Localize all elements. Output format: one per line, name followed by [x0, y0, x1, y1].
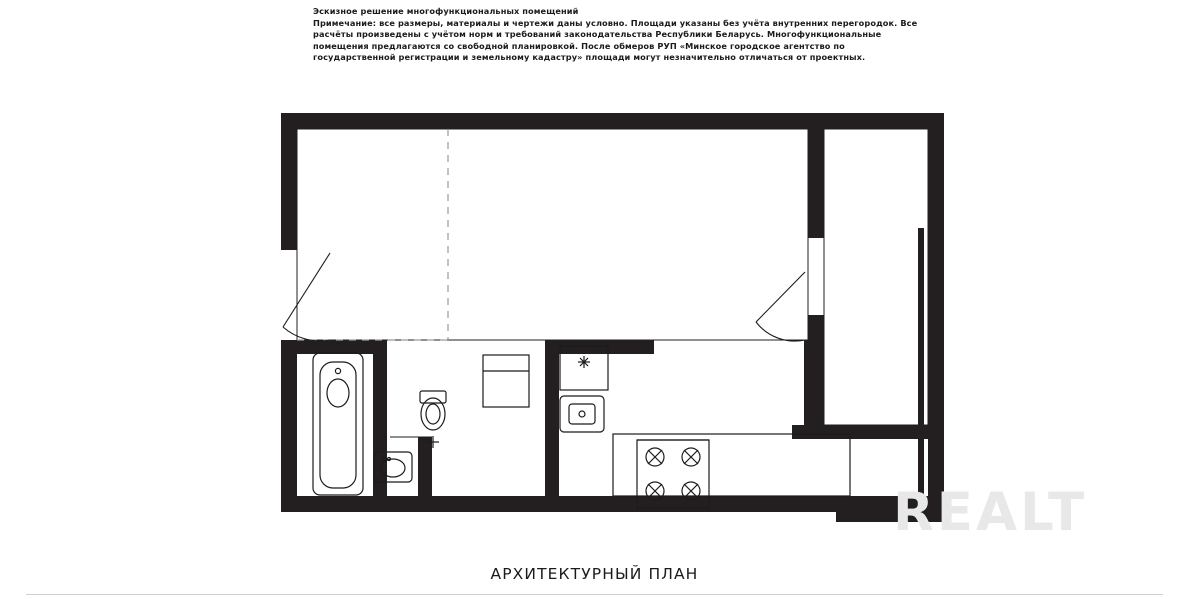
plan-note-body: Примечание: все размеры, материалы и чертежи даны условно. Площади указаны без учёта внутренних перегородок. Все расчёты произведены с учётом норм и требований законодательства Республики Беларусь. Многофункциональные помещения предлагаются со свободной планировкой. После обмеров РУП «Минское городское агентство по государственной регистрации и земельному кадастру» площади могут незначительно отличаться от проектных. — [313, 17, 918, 63]
balcony-inner-glazing — [804, 340, 809, 428]
dashed-partition-line — [297, 129, 448, 340]
bottom-divider — [26, 594, 1163, 595]
balcony-glazing — [918, 228, 924, 500]
plan-caption: АРХИТЕКТУРНЫЙ ПЛАН — [490, 565, 699, 583]
balcony-door-swing — [756, 272, 805, 341]
plan-note-title: Эскизное решение многофункциональных помещений — [313, 6, 579, 16]
plan-note-block — [313, 6, 923, 64]
room-outline-group — [297, 129, 928, 425]
bathtub-icon — [313, 353, 363, 495]
refrigerator-icon — [483, 355, 529, 407]
watermark-text: REALT — [893, 482, 1088, 543]
floor-plan-container — [0, 100, 1189, 540]
entry-door-swing — [283, 253, 330, 341]
kitchen-counter-run — [613, 434, 850, 496]
floor-plan-drawing — [0, 100, 1189, 540]
realt-watermark — [893, 482, 1087, 543]
sink-icon — [560, 396, 604, 432]
